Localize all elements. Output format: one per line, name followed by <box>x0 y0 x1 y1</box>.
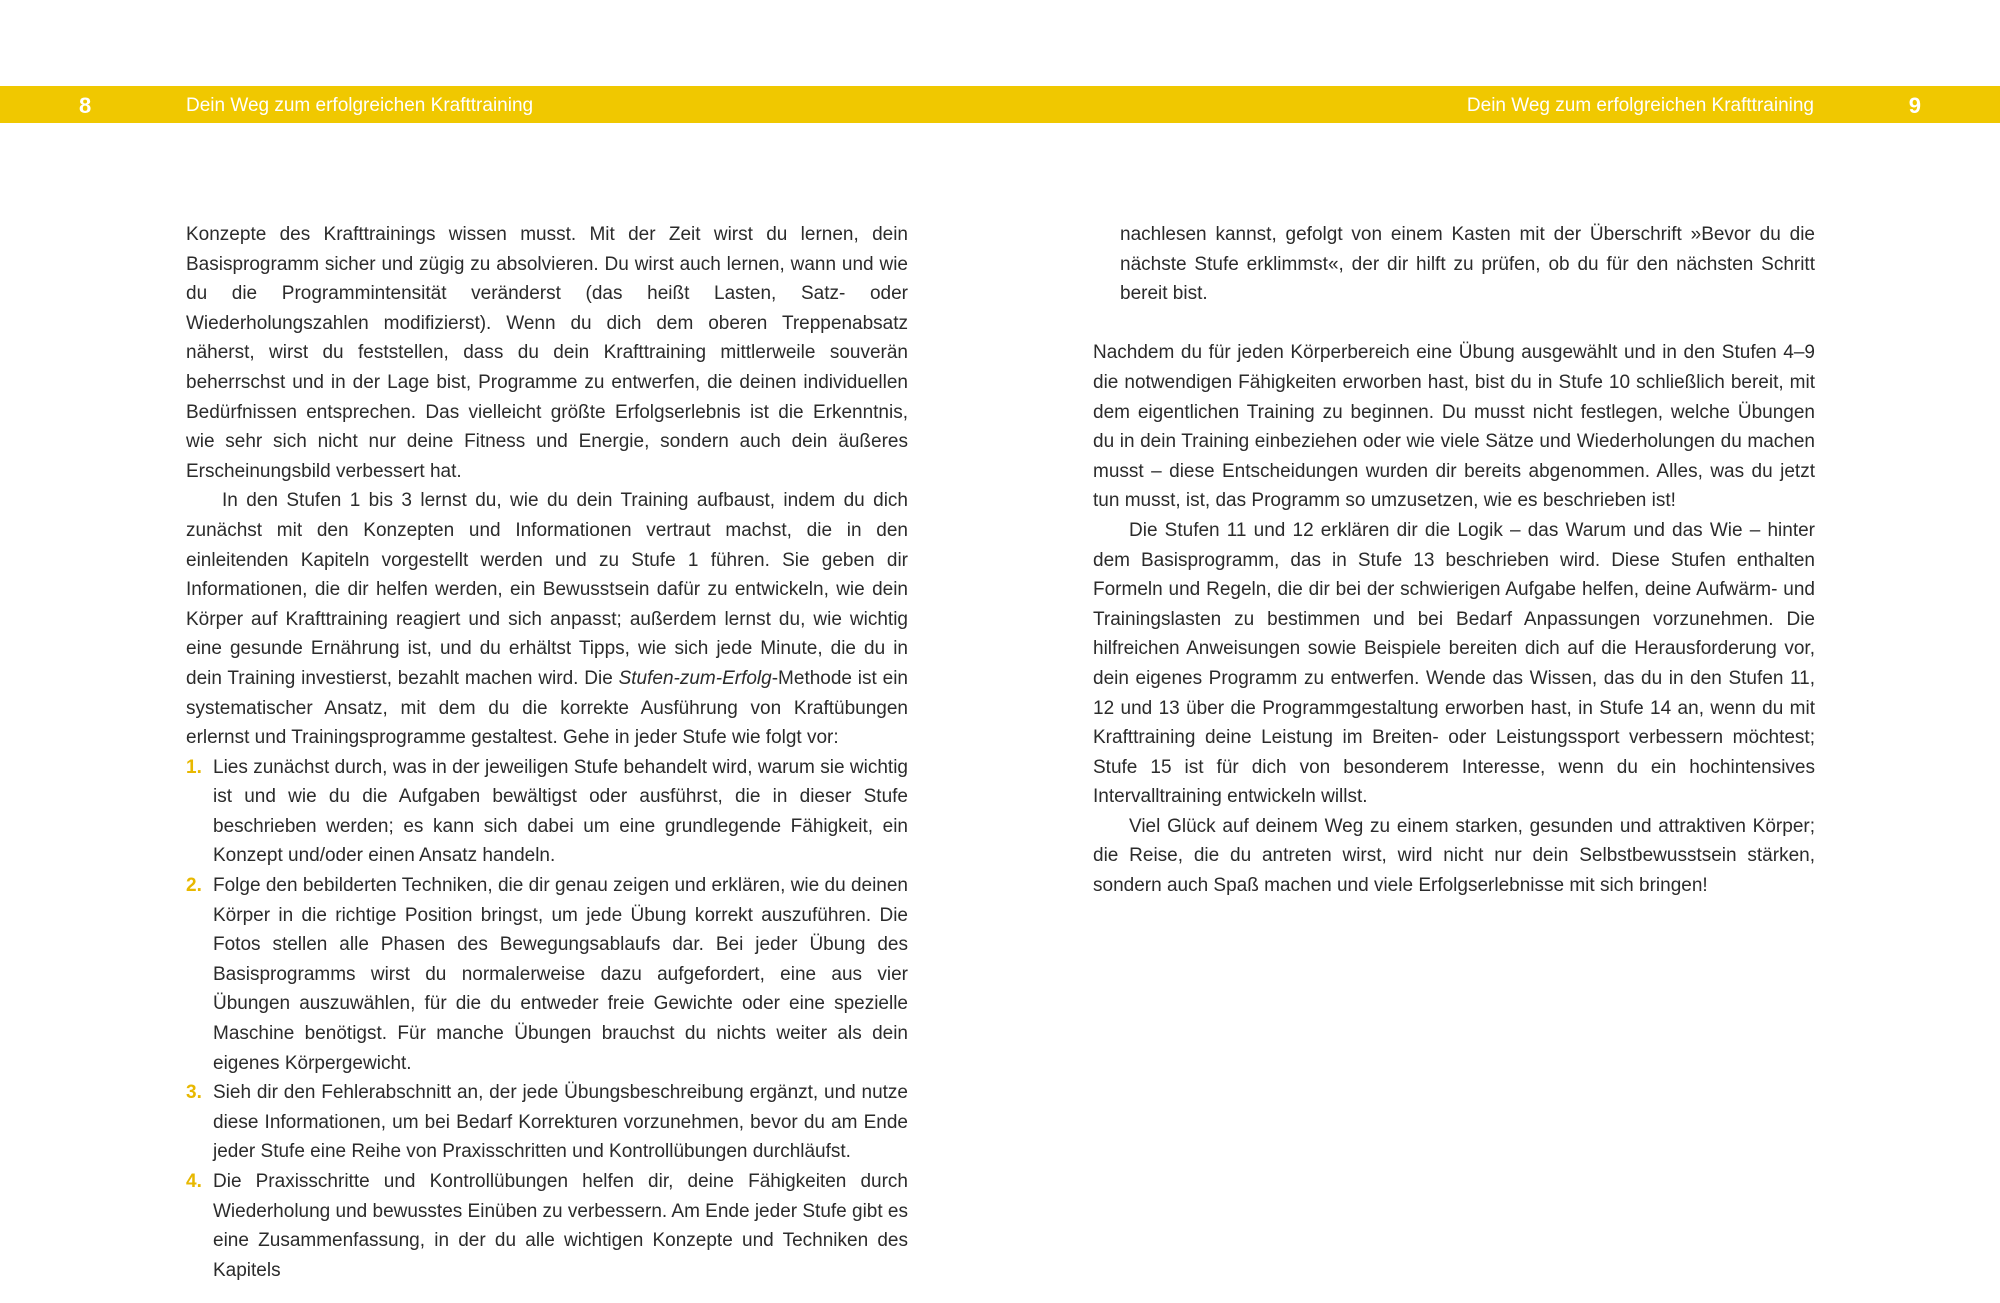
running-title-right: Dein Weg zum erfolgreichen Krafttraining <box>1466 95 1814 116</box>
list-number: 4. <box>186 1171 202 1192</box>
page-number-right: 9 <box>1908 93 1921 118</box>
list-item-text: Folge den bebilderten Techniken, die dir genau zeigen und erklären, wie du deinen Körper in die richtige Position bringst, um jede Übung korrekt auszuführen. Die Fotos stellen alle Phasen des Bewegungsablaufs dar. Bei jeder Übung des Basisprogramms wirst du normalerweise dazu aufgefordert, eine aus vier Übungen auszuwählen, für die du entweder freie Gewichte oder eine spezielle Maschine benötigst. Für manche Übungen brauchst du nichts weiter als dein eigenes Körpergewicht. <box>213 875 908 1074</box>
list-item <box>186 871 908 1078</box>
paragraph-text: In den Stufen 1 bis 3 lernst du, wie du dein Training aufbaust, indem du dich zunächst mit den Konzepten und Informationen vertraut machst, die in den einleitenden Kapiteln vorgestellt werden und zu Stufe 1 führen. Sie geben dir Informationen, die dir helfen werden, ein Bewusstsein dafür zu entwickeln, wie dein Körper auf Krafttraining reagiert und sich anpasst; außerdem lernst du, wie wichtig eine gesunde Ernährung ist, und du erhältst Tipps, wie sich jede Minute, die du in dein Training investierst, bezahlt machen wird. Die <box>186 490 908 689</box>
list-number: 2. <box>186 875 202 897</box>
paragraph: Konzepte des Krafttrainings wissen musst. Mit der Zeit wirst du lernen, dein Basisprogramm sicher und zügig zu absolvieren. Du wirst auch lernen, wann und wie du die Programmintensität veränderst (das heißt Lasten, Satz- oder Wiederholungszahlen modifizierst). Wenn du dich dem oberen Treppenabsatz näherst, wirst du feststellen, dass du dein Krafttraining mittlerweile souverän beherrschst und in der Lage bist, Programme zu entwerfen, die deinen individuellen Bedürfnissen entsprechen. Das vielleicht größte Erfolgserlebnis ist die Erkenntnis, wie sehr sich nicht nur deine Fitness und Energie, sondern auch dein äußeres Erscheinungsbild verbessert hat. <box>186 224 908 482</box>
list-item <box>186 1078 908 1167</box>
method-name: Stufen-zum-Erfolg <box>618 667 772 689</box>
right-page-body <box>1093 220 1815 901</box>
list-item <box>186 1167 908 1285</box>
running-header-band <box>0 86 2000 123</box>
paragraph-spacer <box>1093 309 1815 339</box>
list-number: 1. <box>186 756 202 778</box>
paragraph: Die Stufen 11 und 12 erklären dir die Logik – das Warum und das Wie – hinter dem Basisprogramm, das in Stufe 13 beschrieben wird. Diese Stufen enthalten Formeln und Regeln, die dir bei der schwierigen Aufgabe helfen, deine Aufwärm- und Trainingslasten zu bestimmen und bei Bedarf Anpassungen vorzunehmen. Die hilfreichen Anweisungen sowie Beispiele bereiten dich auf die Herausforderung vor, dein eigenes Programm zu entwerfen. Wende das Wissen, das du in den Stufen 11, 12 und 13 über die Programmgestaltung erworben hast, in Stufe 14 an, wenn du mit Krafttraining deine Leistung im Breiten- oder Leistungssport verbessern möchtest; Stufe 15 ist für dich von besonderem Interesse, wenn du ein hochintensives Intervalltraining entwickeln willst. <box>1093 519 1815 808</box>
paragraph-text: -Methode ist ein systematischer Ansatz, mit dem du die korrekte Ausführung von Kraftübungen erlernst und Trainingsprogramme gestaltest. Gehe in jeder Stufe wie folgt vor: <box>186 667 908 749</box>
steps-list <box>186 753 908 1286</box>
list-item-text: Die Praxisschritte und Kontrollübungen helfen dir, deine Fähigkeiten durch Wiederholung und bewusstes Einüben zu verbessern. Am Ende jeder Stufe gibt es eine Zusammenfassung, in der du alle wichtigen Konzepte und Techniken des Kapitels <box>213 1171 908 1281</box>
list-item-text: Sieh dir den Fehlerabschnitt an, der jede Übungsbeschreibung ergänzt, und nutze diese Informationen, um bei Bedarf Korrekturen vorzunehmen, bevor du am Ende jeder Stufe eine Reihe von Praxisschritten und Kontrollübungen durchläufst. <box>213 1082 908 1163</box>
running-title-left: Dein Weg zum erfolgreichen Krafttraining <box>186 95 534 116</box>
paragraph: Nachdem du für jeden Körperbereich eine Übung ausgewählt und in den Stufen 4–9 die notwendigen Fähigkeiten erworben hast, bist du in Stufe 10 schließlich bereit, mit dem eigentlichen Training zu beginnen. Du musst nicht festlegen, welche Übungen du in dein Training einbeziehen oder wie viele Sätze und Wiederholungen du machen musst – diese Entscheidungen wurden dir bereits abgenommen. Alles, was du jetzt tun musst, ist, das Programm so umzusetzen, wie es beschrieben ist! <box>1093 342 1815 512</box>
paragraph: Viel Glück auf deinem Weg zu einem starken, gesunden und attraktiven Körper; die Reise, die du antreten wirst, wird nicht nur dein Selbstbewusstsein stärken, sondern auch Spaß machen und viele Erfolgserlebnisse mit sich bringen! <box>1093 815 1815 897</box>
list-continuation: nachlesen kannst, gefolgt von einem Kasten mit der Überschrift »Bevor du die nächste Stufe erklimmst«, der dir hilft zu prüfen, ob du für den nächsten Schritt bereit bist. <box>1120 224 1815 305</box>
list-item <box>186 753 908 871</box>
list-number: 3. <box>186 1082 202 1104</box>
paragraph <box>186 486 908 752</box>
left-page-body <box>186 220 908 1285</box>
list-item-text: Lies zunächst durch, was in der jeweiligen Stufe behandelt wird, warum sie wichtig ist und wie du die Aufgaben bewältigst oder ausführst, die in dieser Stufe beschrieben werden; es kann sich dabei um eine grundlegende Fähigkeit, ein Konzept und/oder einen Ansatz handeln. <box>213 756 908 867</box>
page-number-left: 8 <box>79 93 92 118</box>
